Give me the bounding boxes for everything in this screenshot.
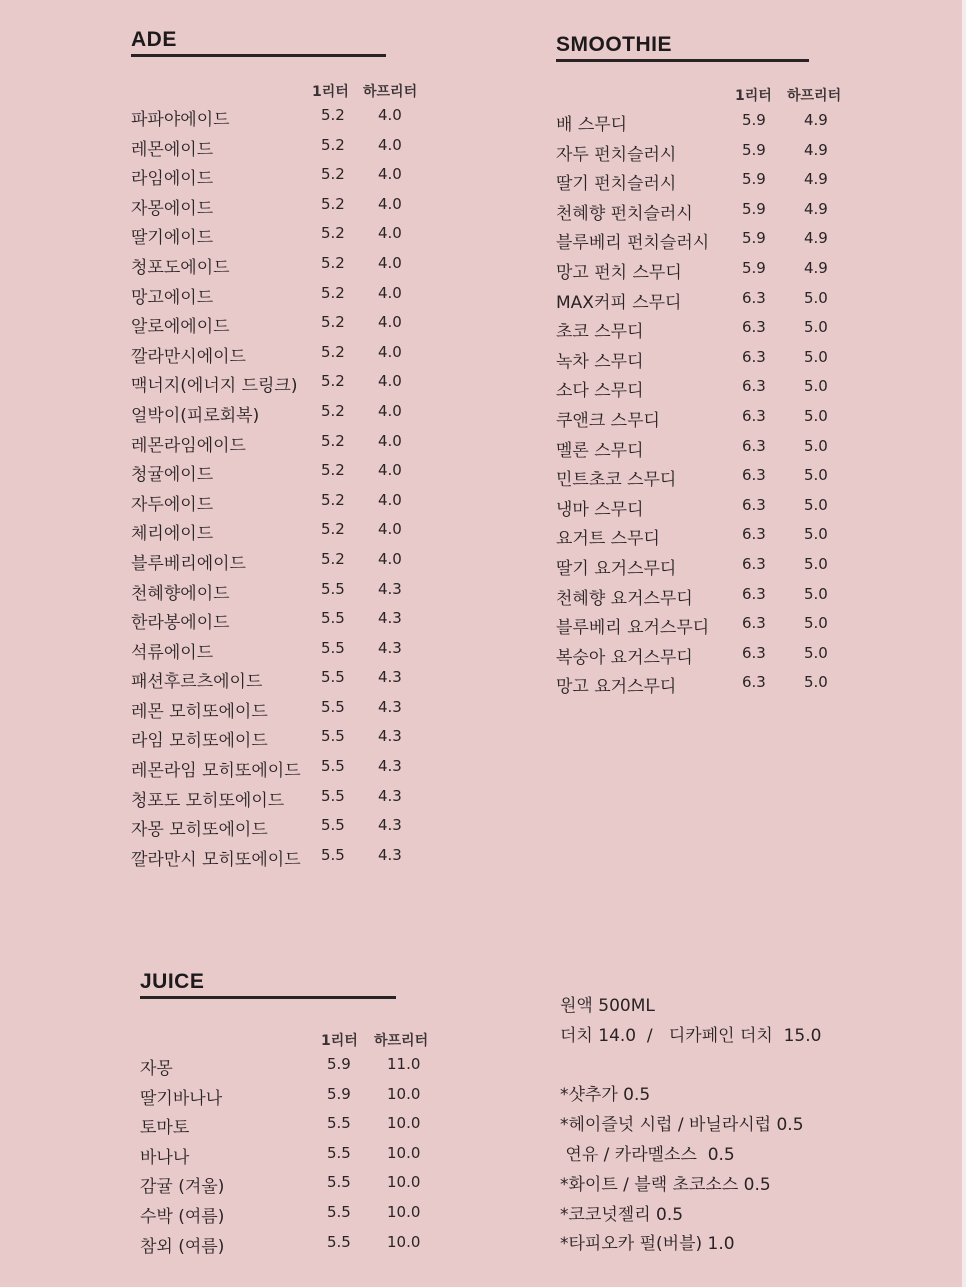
smoothie-col-halfliter: 하프리터 <box>787 88 842 104</box>
ade-item-price-halfliter: 4.0 <box>378 106 402 124</box>
ade-item-price-halfliter: 4.0 <box>378 165 402 184</box>
smoothie-item-price-1liter: 6.3 <box>742 436 766 455</box>
ade-item-name: 깔라만시에이드 <box>131 346 246 367</box>
ade-item-price-1liter: 5.2 <box>321 224 345 243</box>
ade-item-price-halfliter: 4.0 <box>378 313 402 332</box>
smoothie-item-price-halfliter: 4.9 <box>804 140 828 159</box>
ade-item-price-1liter: 5.2 <box>321 461 345 480</box>
smoothie-item-name: MAX커피 스무디 <box>556 292 682 313</box>
ade-item-price-halfliter: 4.0 <box>378 283 402 302</box>
juice-item-price-1liter: 5.5 <box>327 1202 351 1221</box>
smoothie-item-price-halfliter: 4.9 <box>804 111 828 129</box>
smoothie-item-price-1liter: 6.3 <box>742 673 766 692</box>
ade-item-price-1liter: 5.2 <box>321 372 345 391</box>
smoothie-item-price-1liter: 6.3 <box>742 377 766 396</box>
ade-item-price-halfliter: 4.0 <box>378 401 402 420</box>
smoothie-item-price-halfliter: 4.9 <box>804 170 828 189</box>
ade-item-price-halfliter: 4.0 <box>378 135 402 154</box>
ade-item-price-halfliter: 4.0 <box>378 431 402 450</box>
juice-item-price-1liter: 5.9 <box>327 1084 351 1103</box>
juice-item-price-1liter: 5.5 <box>327 1114 351 1133</box>
ade-item-price-1liter: 5.2 <box>321 194 345 213</box>
ade-item-price-halfliter: 4.3 <box>378 816 402 835</box>
smoothie-item-name: 요거트 스무디 <box>556 529 660 550</box>
smoothie-item-name: 망고 요거스무디 <box>556 677 677 698</box>
smoothie-item-price-1liter: 6.3 <box>742 584 766 603</box>
ade-item-price-1liter: 5.2 <box>321 313 345 332</box>
ade-item-price-1liter: 5.5 <box>321 609 345 628</box>
smoothie-item-price-1liter: 6.3 <box>742 318 766 337</box>
ade-item-price-halfliter: 4.3 <box>378 757 402 776</box>
ade-item-price-1liter: 5.5 <box>321 786 345 805</box>
juice-item-price-1liter: 5.5 <box>327 1143 351 1162</box>
ade-item-name: 자몽에이드 <box>131 198 214 219</box>
juice-item-price-halfliter: 10.0 <box>387 1232 421 1251</box>
smoothie-item-price-halfliter: 5.0 <box>804 318 828 337</box>
ade-item-name: 알로에에이드 <box>131 317 230 338</box>
smoothie-col-1liter: 1리터 <box>735 88 772 104</box>
extras-note: 원액 500ML <box>560 996 655 1016</box>
smoothie-item-name: 천혜향 펀치슬러시 <box>556 203 693 224</box>
smoothie-item-price-1liter: 6.3 <box>742 643 766 662</box>
smoothie-item-price-halfliter: 5.0 <box>804 377 828 396</box>
juice-item-name: 감귤 (겨울) <box>140 1177 225 1198</box>
ade-item-name: 레몬라임 모히또에이드 <box>131 761 301 782</box>
extras-note: 연유 / 카라멜소스 0.5 <box>560 1144 735 1165</box>
juice-item-price-1liter: 5.9 <box>327 1055 351 1073</box>
ade-item-name: 깔라만시 모히또에이드 <box>131 849 301 870</box>
juice-item-price-halfliter: 10.0 <box>387 1114 421 1133</box>
ade-item-price-1liter: 5.5 <box>321 757 345 776</box>
extras-notes <box>560 991 821 1259</box>
smoothie-item-price-halfliter: 4.9 <box>804 199 828 218</box>
juice-item-name: 딸기바나나 <box>140 1088 223 1109</box>
ade-item-price-halfliter: 4.3 <box>378 697 402 716</box>
ade-item-price-halfliter: 4.0 <box>378 342 402 361</box>
ade-item-name: 레몬 모히또에이드 <box>131 701 268 722</box>
smoothie-item-price-halfliter: 5.0 <box>804 614 828 633</box>
smoothie-item-price-1liter: 6.3 <box>742 288 766 307</box>
ade-item-price-halfliter: 4.0 <box>378 490 402 509</box>
ade-item-name: 라임에이드 <box>131 169 214 190</box>
extras-note: *샷추가 0.5 <box>560 1085 651 1106</box>
juice-item-name: 수박 (여름) <box>140 1206 225 1227</box>
ade-item-price-1liter: 5.2 <box>321 253 345 272</box>
smoothie-item-price-halfliter: 5.0 <box>804 584 828 603</box>
juice-item-price-halfliter: 11.0 <box>387 1055 421 1073</box>
smoothie-item-price-1liter: 5.9 <box>742 229 766 248</box>
ade-item-price-halfliter: 4.0 <box>378 224 402 243</box>
smoothie-item-price-halfliter: 5.0 <box>804 436 828 455</box>
smoothie-section <box>556 33 856 698</box>
smoothie-item-price-1liter: 6.3 <box>742 525 766 544</box>
ade-item-name: 얼박이(피로회복) <box>131 405 260 426</box>
smoothie-item-name: 녹차 스무디 <box>556 351 644 372</box>
ade-item-name: 체리에이드 <box>131 524 214 545</box>
ade-item-price-1liter: 5.5 <box>321 638 345 657</box>
smoothie-item-price-1liter: 5.9 <box>742 258 766 277</box>
ade-item-name: 자두에이드 <box>131 494 214 515</box>
ade-item-name: 석류에이드 <box>131 642 214 663</box>
extras-note: *화이트 / 블랙 초코소스 0.5 <box>560 1174 771 1195</box>
smoothie-item-price-halfliter: 5.0 <box>804 525 828 544</box>
ade-item-price-1liter: 5.2 <box>321 431 345 450</box>
juice-col-1liter: 1리터 <box>321 1033 358 1049</box>
ade-title: ADE <box>131 28 177 51</box>
smoothie-item-name: 멜론 스무디 <box>556 440 644 461</box>
ade-item-price-1liter: 5.2 <box>321 165 345 184</box>
extras-note: 더치 14.0 / 디카페인 더치 15.0 <box>560 1025 822 1046</box>
ade-item-name: 한라봉에이드 <box>131 613 230 634</box>
smoothie-item-name: 배 스무디 <box>556 115 628 135</box>
ade-item-name: 라임 모히또에이드 <box>131 731 268 752</box>
smoothie-item-price-halfliter: 5.0 <box>804 347 828 366</box>
ade-item-name: 망고에이드 <box>131 287 214 308</box>
smoothie-item-name: 복숭아 요거스무디 <box>556 647 693 668</box>
smoothie-item-name: 쿠앤크 스무디 <box>556 410 660 431</box>
ade-col-1liter: 1리터 <box>312 84 349 100</box>
smoothie-item-price-1liter: 6.3 <box>742 554 766 573</box>
smoothie-item-name: 천혜향 요거스무디 <box>556 588 693 609</box>
smoothie-item-name: 딸기 요거스무디 <box>556 558 677 579</box>
juice-item-price-halfliter: 10.0 <box>387 1143 421 1162</box>
smoothie-item-name: 초코 스무디 <box>556 322 644 343</box>
ade-item-price-halfliter: 4.0 <box>378 520 402 539</box>
ade-item-price-halfliter: 4.3 <box>378 609 402 628</box>
juice-item-name: 바나나 <box>140 1147 190 1168</box>
smoothie-title: SMOOTHIE <box>556 33 673 56</box>
ade-item-price-halfliter: 4.0 <box>378 253 402 272</box>
ade-item-name: 청귤에이드 <box>131 465 214 486</box>
smoothie-item-price-halfliter: 5.0 <box>804 554 828 573</box>
ade-item-price-1liter: 5.2 <box>321 342 345 361</box>
extras-note <box>560 1051 821 1081</box>
ade-item-price-1liter: 5.5 <box>321 579 345 598</box>
juice-item-price-1liter: 5.5 <box>327 1232 351 1251</box>
ade-item-price-halfliter: 4.0 <box>378 461 402 480</box>
ade-item-price-halfliter: 4.3 <box>378 579 402 598</box>
juice-item-price-halfliter: 10.0 <box>387 1173 421 1192</box>
page-edge <box>962 0 966 1287</box>
ade-item-price-halfliter: 4.0 <box>378 194 402 213</box>
smoothie-item-price-1liter: 6.3 <box>742 466 766 485</box>
ade-section <box>131 28 431 870</box>
extras-note: *헤이즐넛 시럽 / 바닐라시럽 0.5 <box>560 1115 804 1136</box>
smoothie-rule <box>556 59 809 62</box>
ade-item-name: 청포도에이드 <box>131 257 230 278</box>
ade-item-price-halfliter: 4.3 <box>378 668 402 687</box>
smoothie-item-price-halfliter: 5.0 <box>804 406 828 425</box>
ade-item-price-1liter: 5.2 <box>321 135 345 154</box>
ade-item-name: 패션후르츠에이드 <box>131 672 263 693</box>
ade-item-price-1liter: 5.5 <box>321 845 345 864</box>
ade-item-price-halfliter: 4.0 <box>378 372 402 391</box>
smoothie-item-name: 블루베리 펀치슬러시 <box>556 233 710 254</box>
ade-item-price-1liter: 5.5 <box>321 697 345 716</box>
ade-item-name: 딸기에이드 <box>131 228 214 249</box>
ade-item-name: 파파야에이드 <box>131 110 230 130</box>
extras-note: *코코넛젤리 0.5 <box>560 1204 684 1225</box>
juice-rule <box>140 996 396 999</box>
smoothie-item-price-halfliter: 5.0 <box>804 288 828 307</box>
juice-section <box>140 970 440 1257</box>
ade-item-price-1liter: 5.5 <box>321 816 345 835</box>
ade-item-price-1liter: 5.2 <box>321 490 345 509</box>
smoothie-item-price-1liter: 5.9 <box>742 140 766 159</box>
smoothie-item-price-halfliter: 4.9 <box>804 258 828 277</box>
ade-item-name: 천혜향에이드 <box>131 583 230 604</box>
ade-item-price-1liter: 5.2 <box>321 283 345 302</box>
smoothie-item-name: 냉마 스무디 <box>556 499 644 520</box>
ade-item-price-1liter: 5.5 <box>321 668 345 687</box>
ade-item-name: 청포도 모히또에이드 <box>131 790 285 811</box>
smoothie-item-price-halfliter: 5.0 <box>804 466 828 485</box>
ade-item-price-1liter: 5.2 <box>321 401 345 420</box>
smoothie-item-price-1liter: 6.3 <box>742 614 766 633</box>
smoothie-item-name: 망고 펀치 스무디 <box>556 262 682 283</box>
juice-item-price-1liter: 5.5 <box>327 1173 351 1192</box>
ade-item-name: 블루베리에이드 <box>131 553 246 574</box>
smoothie-item-price-1liter: 5.9 <box>742 111 766 129</box>
juice-item-price-halfliter: 10.0 <box>387 1084 421 1103</box>
juice-item-name: 자몽 <box>140 1059 173 1079</box>
juice-item-name: 토마토 <box>140 1118 190 1139</box>
ade-item-price-halfliter: 4.3 <box>378 638 402 657</box>
ade-item-price-halfliter: 4.0 <box>378 549 402 568</box>
smoothie-item-price-halfliter: 4.9 <box>804 229 828 248</box>
smoothie-item-price-1liter: 6.3 <box>742 347 766 366</box>
juice-col-halfliter: 하프리터 <box>374 1033 429 1049</box>
ade-item-price-halfliter: 4.3 <box>378 727 402 746</box>
ade-item-price-1liter: 5.5 <box>321 727 345 746</box>
ade-item-name: 자몽 모히또에이드 <box>131 820 268 841</box>
smoothie-item-price-1liter: 6.3 <box>742 406 766 425</box>
ade-item-name: 레몬에이드 <box>131 139 214 160</box>
ade-item-price-1liter: 5.2 <box>321 520 345 539</box>
juice-item-name: 참외 (여름) <box>140 1236 225 1257</box>
ade-item-price-1liter: 5.2 <box>321 549 345 568</box>
smoothie-item-name: 민트초코 스무디 <box>556 470 677 491</box>
ade-item-name: 맥너지(에너지 드링크) <box>131 376 298 397</box>
juice-item-price-halfliter: 10.0 <box>387 1202 421 1221</box>
smoothie-item-price-halfliter: 5.0 <box>804 643 828 662</box>
smoothie-item-price-halfliter: 5.0 <box>804 673 828 692</box>
smoothie-item-name: 딸기 펀치슬러시 <box>556 174 677 195</box>
smoothie-item-name: 자두 펀치슬러시 <box>556 144 677 165</box>
ade-item-price-1liter: 5.2 <box>321 106 345 124</box>
smoothie-item-price-halfliter: 5.0 <box>804 495 828 514</box>
ade-item-price-halfliter: 4.3 <box>378 845 402 864</box>
smoothie-item-price-1liter: 5.9 <box>742 199 766 218</box>
smoothie-item-price-1liter: 6.3 <box>742 495 766 514</box>
ade-item-price-halfliter: 4.3 <box>378 786 402 805</box>
smoothie-item-name: 소다 스무디 <box>556 381 644 402</box>
ade-item-name: 레몬라임에이드 <box>131 435 246 456</box>
smoothie-item-price-1liter: 5.9 <box>742 170 766 189</box>
ade-col-halfliter: 하프리터 <box>363 84 418 100</box>
smoothie-item-name: 블루베리 요거스무디 <box>556 618 710 639</box>
extras-note: *타피오카 펄(버블) 1.0 <box>560 1234 735 1255</box>
ade-rule <box>131 54 386 57</box>
juice-title: JUICE <box>140 970 205 993</box>
